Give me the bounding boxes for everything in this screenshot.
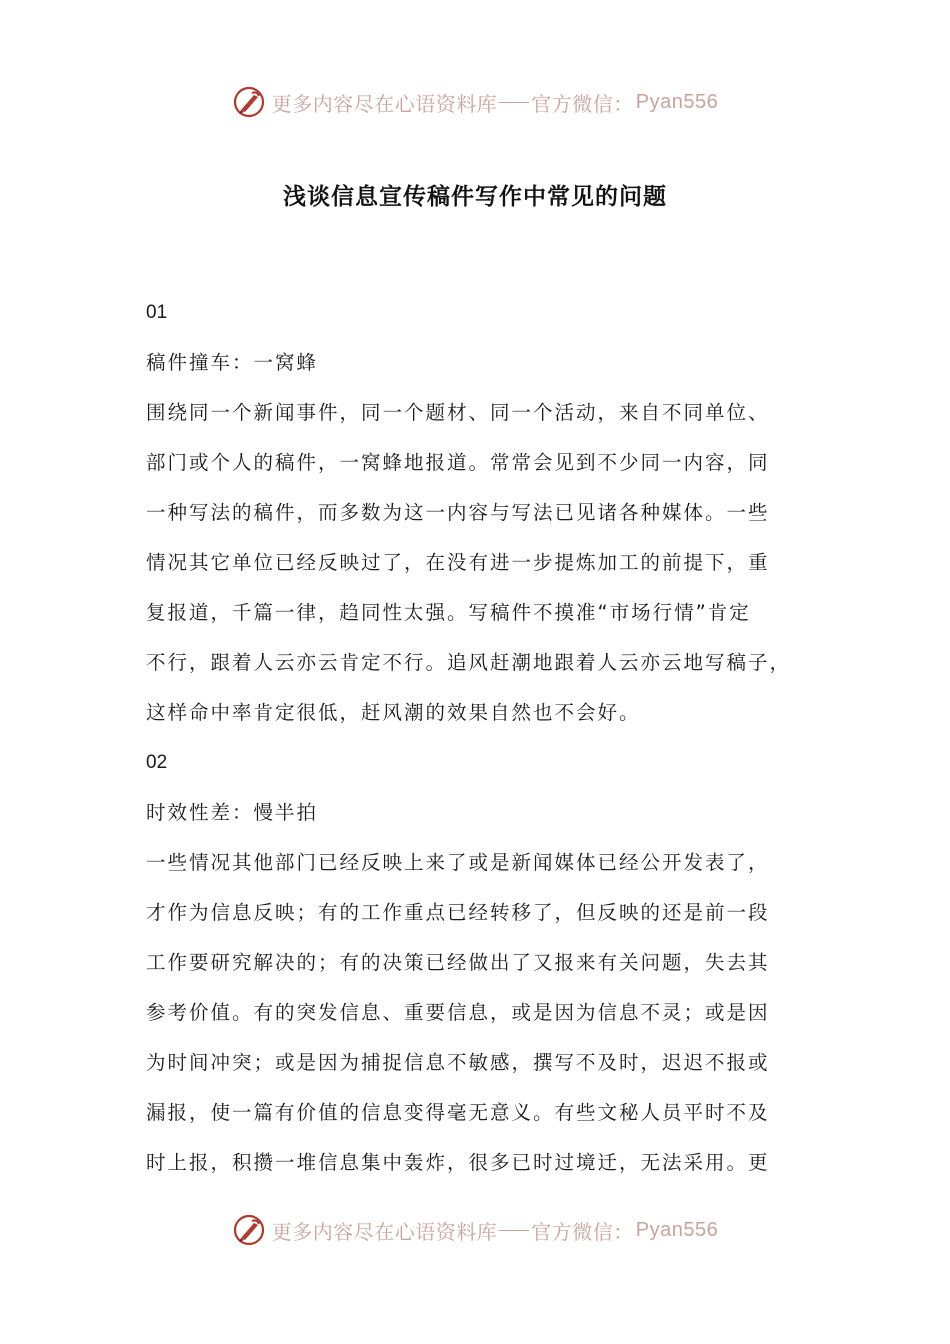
watermark-id-text: Pyan556 (635, 90, 719, 113)
watermark-main-text: 更多内容尽在心语资料库 (271, 1219, 498, 1244)
section-heading: 时效性差：慢半拍 (146, 801, 319, 824)
paragraph-line: 这样命中率肯定很低，赶风潮的效果自然也不会好。 (146, 701, 641, 724)
document-title: 浅谈信息宣传稿件写作中常见的问题 (283, 184, 667, 210)
pen-logo-icon (232, 1213, 266, 1247)
paragraph-line: 围绕同一个新闻事件，同一个题材、同一个活动，来自不同单位、 (146, 401, 770, 424)
paragraph-line: 情况其它单位已经反映过了，在没有进一步提炼加工的前提下，重 (146, 551, 770, 574)
section-number: 01 (146, 302, 168, 323)
section-heading: 稿件撞车：一窝蜂 (146, 351, 319, 374)
paragraph-line: 一种写法的稿件，而多数为这一内容与写法已见诸各种媒体。一些 (146, 501, 770, 524)
document-body (146, 296, 826, 1196)
paragraph-line: 才作为信息反映；有的工作重点已经转移了，但反映的还是前一段 (146, 901, 770, 924)
paragraph-line: 参考价值。有的突发信息、重要信息，或是因为信息不灵；或是因 (146, 1001, 770, 1024)
footer-watermark (0, 1210, 950, 1250)
paragraph-line: 时上报，积攒一堆信息集中轰炸，很多已时过境迁，无法采用。更 (146, 1151, 770, 1174)
paragraph-line: 不行，跟着人云亦云肯定不行。追风赶潮地跟着人云亦云地写稿子， (146, 651, 792, 674)
watermark-main-text: 更多内容尽在心语资料库 (271, 91, 498, 116)
watermark-id-text: Pyan556 (635, 1218, 719, 1241)
section-number: 02 (146, 752, 168, 773)
paragraph-line: 漏报，使一篇有价值的信息变得毫无意义。有些文秘人员平时不及 (146, 1101, 770, 1124)
watermark-dash (499, 1230, 529, 1231)
watermark-sub-text: 官方微信： (531, 91, 634, 116)
paragraph-line: 为时间冲突；或是因为捕捉信息不敏感，撰写不及时，迟迟不报或 (146, 1051, 770, 1074)
watermark-dash (499, 102, 529, 103)
header-watermark (0, 82, 950, 122)
watermark-sub-text: 官方微信： (531, 1219, 634, 1244)
paragraph-line: 复报道，千篇一律，趋同性太强。写稿件不摸准“市场行情”肯定 (146, 601, 751, 624)
paragraph-line: 部门或个人的稿件，一窝蜂地报道。常常会见到不少同一内容，同 (146, 451, 770, 474)
paragraph-line: 工作要研究解决的；有的决策已经做出了又报来有关问题，失去其 (146, 951, 770, 974)
pen-logo-icon (232, 85, 266, 119)
paragraph-line: 一些情况其他部门已经反映上来了或是新闻媒体已经公开发表了， (146, 851, 770, 874)
